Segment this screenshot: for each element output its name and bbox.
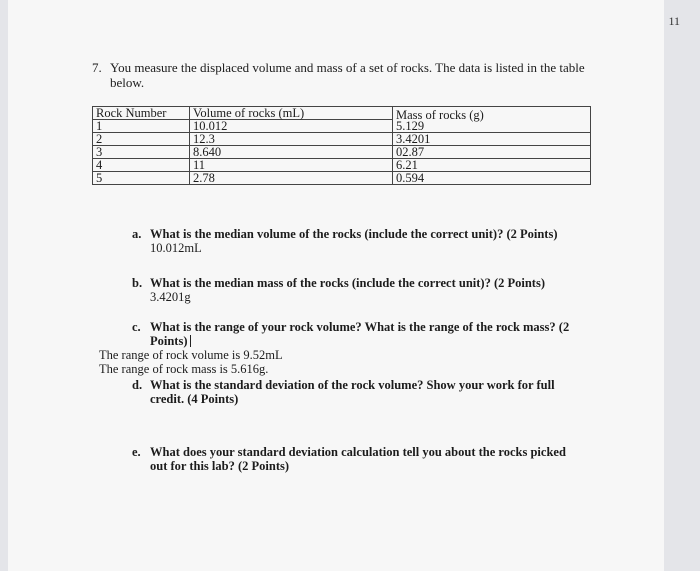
table-row xyxy=(93,133,591,146)
question-text: You measure the displaced volume and mass of a set of rocks. The data is listed in the table below. xyxy=(110,60,585,90)
mass-cell-1: 5.129 xyxy=(396,119,425,133)
text-cursor xyxy=(190,335,191,347)
rock-number-cell: 2 xyxy=(93,133,190,146)
header-mass-cell xyxy=(393,107,591,133)
header-rock-number: Rock Number xyxy=(93,107,190,120)
mass-cell: 6.21 xyxy=(393,159,591,172)
question-number: 7. xyxy=(92,60,102,75)
part-a-question: What is the median volume of the rocks (include the correct unit)? (2 Points) xyxy=(150,227,558,241)
table-row xyxy=(93,159,591,172)
table-row xyxy=(93,146,591,159)
part-a-answer: 10.012mL xyxy=(150,241,202,255)
part-c-question xyxy=(150,320,572,348)
part-c xyxy=(132,320,572,348)
part-e-question: What does your standard deviation calculation tell you about the rocks picked out for this lab? (2 Points) xyxy=(150,445,566,473)
table-row xyxy=(93,172,591,185)
part-b xyxy=(132,276,572,290)
part-d-letter: d. xyxy=(132,378,143,392)
part-b-letter: b. xyxy=(132,276,143,290)
part-d xyxy=(132,378,562,406)
volume-cell: 8.640 xyxy=(190,146,393,159)
page-number: 11 xyxy=(668,14,680,28)
header-mass: Mass of rocks (g) xyxy=(396,108,484,122)
mass-cell: 02.87 xyxy=(393,146,591,159)
table-header-row xyxy=(93,107,591,120)
rock-number-cell: 1 xyxy=(93,120,190,133)
mass-cell: 3.4201 xyxy=(393,133,591,146)
rock-data-table xyxy=(92,106,591,185)
part-b-answer: 3.4201g xyxy=(150,290,191,304)
rock-number-cell: 5 xyxy=(93,172,190,185)
header-volume: Volume of rocks (mL) xyxy=(190,107,393,120)
part-e-letter: e. xyxy=(132,445,141,459)
part-c-letter: c. xyxy=(132,320,141,334)
volume-cell: 10.012 xyxy=(190,120,393,133)
volume-cell: 12.3 xyxy=(190,133,393,146)
volume-cell: 11 xyxy=(190,159,393,172)
part-d-question: What is the standard deviation of the rock volume? Show your work for full credit. (4 Points) xyxy=(150,378,555,406)
question-7 xyxy=(92,60,592,90)
part-c-question-text: What is the range of your rock volume? What is the range of the rock mass? (2 Points) xyxy=(150,320,570,348)
part-c-answer-volume: The range of rock volume is 9.52mL xyxy=(99,348,283,362)
rock-number-cell: 4 xyxy=(93,159,190,172)
rock-number-cell: 3 xyxy=(93,146,190,159)
mass-cell: 0.594 xyxy=(393,172,591,185)
volume-cell: 2.78 xyxy=(190,172,393,185)
part-c-answer-mass: The range of rock mass is 5.616g. xyxy=(99,362,269,376)
part-b-question: What is the median mass of the rocks (include the correct unit)? (2 Points) xyxy=(150,276,545,290)
part-e xyxy=(132,445,582,473)
part-a-letter: a. xyxy=(132,227,142,241)
part-a xyxy=(132,227,572,241)
